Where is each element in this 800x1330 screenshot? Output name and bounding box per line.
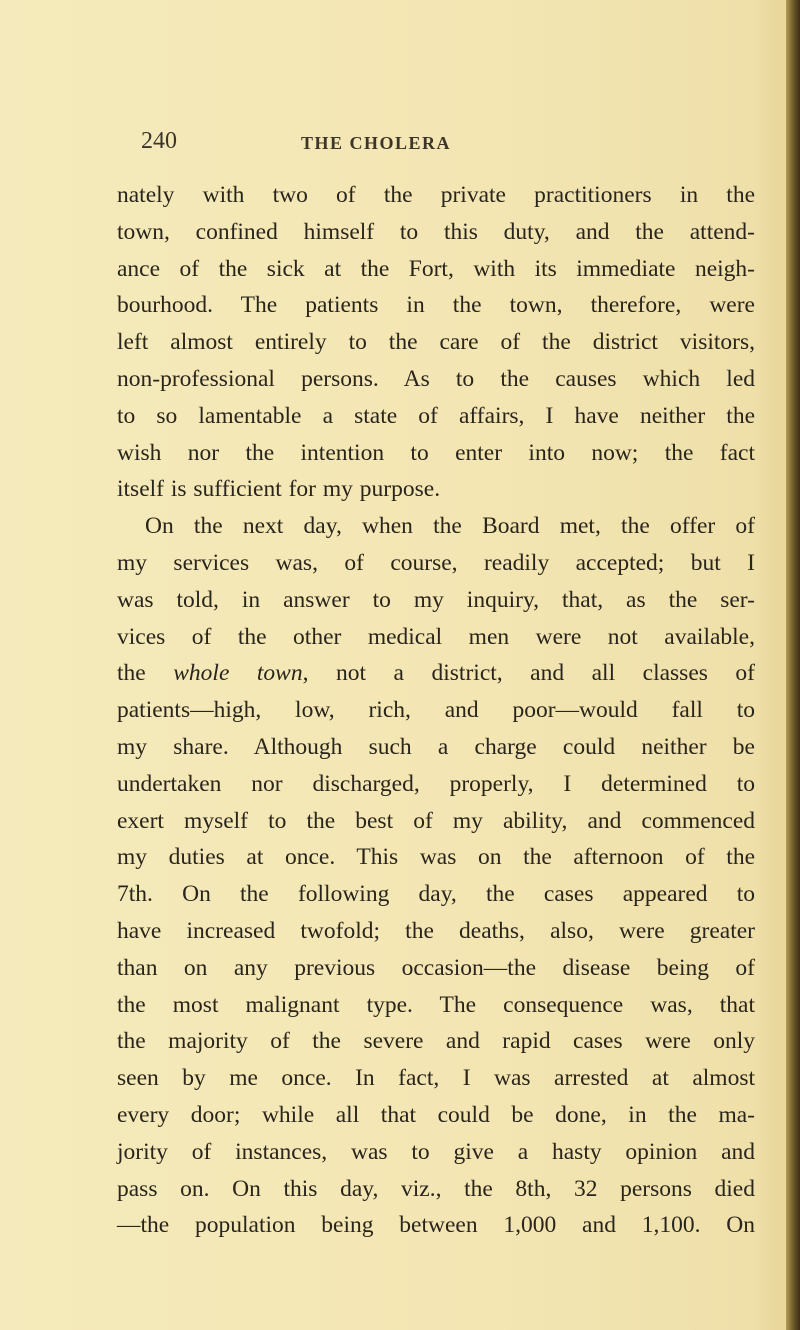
text-line: exert myself to the best of my ability, and commenced bbox=[117, 807, 755, 834]
emphasized-text: whole town bbox=[173, 660, 303, 687]
text-line: nately with two of the private practitioners in the bbox=[117, 182, 755, 208]
text-line: 7th. On the following day, the cases appeared to bbox=[117, 881, 755, 908]
text-line: bourhood. The patients in the town, therefore, were bbox=[117, 292, 755, 319]
text-line: the most malignant type. The consequence was, that bbox=[117, 991, 755, 1018]
page-number: 240 bbox=[141, 128, 177, 154]
text-line: itself is sufficient for my purpose. bbox=[117, 476, 441, 503]
text-line: my services was, of course, readily accepted; but I bbox=[117, 549, 755, 576]
text-line: jority of instances, was to give a hasty opinion and bbox=[117, 1138, 755, 1165]
text-line: left almost entirely to the care of the district visitors, bbox=[117, 329, 755, 356]
text-line: every door; while all that could be done, in the ma- bbox=[117, 1101, 755, 1128]
text-line: than on any previous occasion—the disease being of bbox=[117, 954, 755, 981]
paragraph-first-line: On the next day, when the Board met, the offer of bbox=[145, 513, 755, 540]
text-line: town, confined himself to this duty, and the attend- bbox=[117, 218, 755, 245]
body-text bbox=[117, 177, 755, 1244]
text-line: undertaken nor discharged, properly, I determined to bbox=[117, 770, 755, 797]
running-title: THE CHOLERA bbox=[301, 133, 452, 153]
text-line: was told, in answer to my inquiry, that, as the ser- bbox=[117, 586, 755, 613]
text-line: seen by me once. In fact, I was arrested at almost bbox=[117, 1065, 755, 1092]
text-line: have increased twofold; the deaths, also, were greater bbox=[117, 917, 755, 944]
text-line: non-professional persons. As to the causes which led bbox=[117, 365, 755, 392]
text-line: patients—high, low, rich, and poor—would fall to bbox=[117, 697, 755, 724]
text-line-with-emphasis bbox=[117, 655, 755, 692]
text-line: to so lamentable a state of affairs, I have neither the bbox=[117, 402, 755, 429]
line-end-text: , not a district, and all classes of bbox=[302, 660, 755, 687]
line-start-text: the bbox=[117, 660, 174, 687]
text-line: ance of the sick at the Fort, with its immediate neigh- bbox=[117, 255, 755, 282]
text-line: my share. Although such a charge could neither be bbox=[117, 733, 755, 760]
text-line: vices of the other medical men were not available, bbox=[117, 623, 755, 650]
page-header bbox=[141, 128, 741, 160]
text-line: my duties at once. This was on the afternoon of the bbox=[117, 844, 755, 871]
page-binding-edge bbox=[786, 0, 800, 1330]
text-line: pass on. On this day, viz., the 8th, 32 persons died bbox=[117, 1175, 755, 1202]
text-line: the majority of the severe and rapid cases were only bbox=[117, 1028, 755, 1055]
text-line: wish nor the intention to enter into now; the fact bbox=[117, 439, 755, 466]
text-line: —the population being between 1,000 and 1,100. On bbox=[117, 1212, 755, 1239]
